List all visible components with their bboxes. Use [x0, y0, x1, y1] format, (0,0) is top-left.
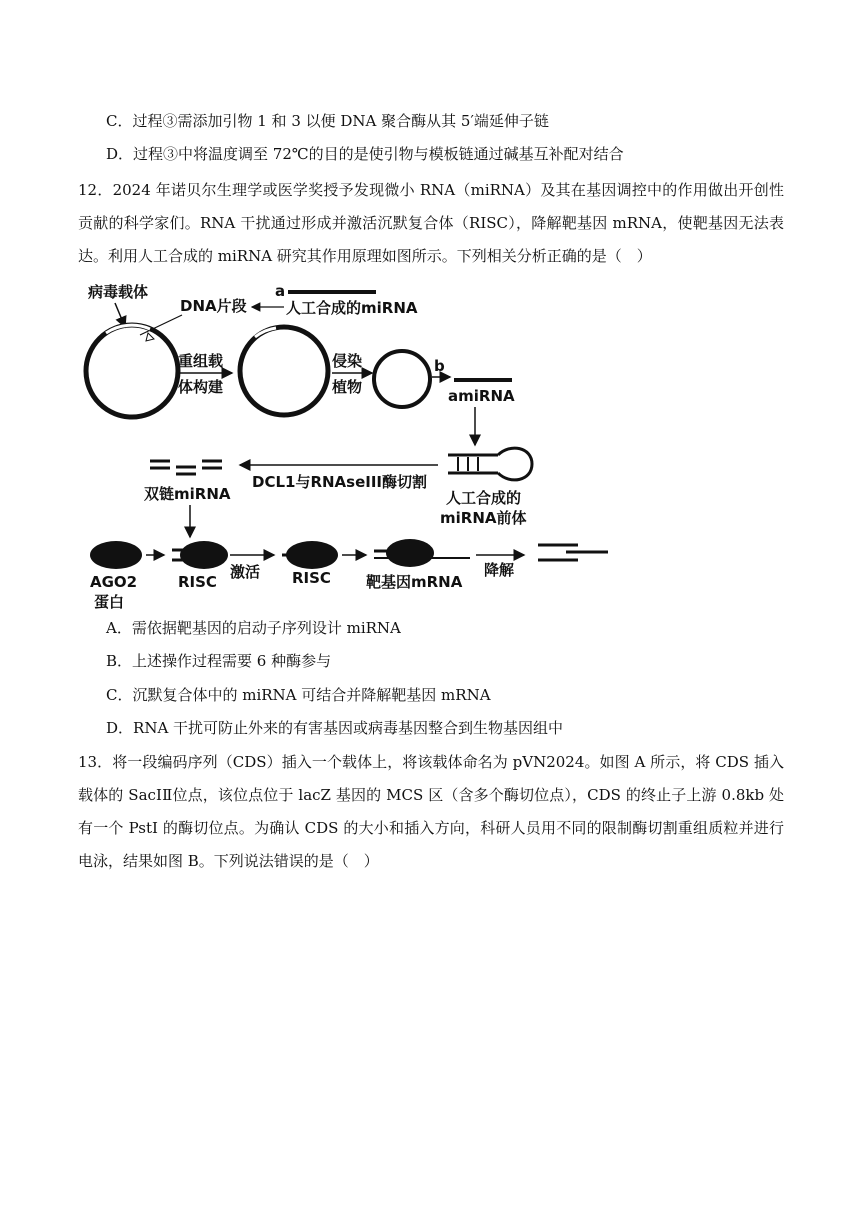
precursor-label-2: miRNA前体 [440, 509, 527, 527]
q12-option-d: D．RNA 干扰可防止外来的有害基因或病毒基因整合到生物基因组中 [106, 719, 564, 737]
q13-stem: 13．将一段编码序列（CDS）插入一个载体上，将该载体命名为 pVN2024。如图 A 所示，将 CDS 插入载体的 SacⅠⅡ位点，该位点位于 lacZ 基因的 MCS 区（含多个酶切位点），CDS 的终止子上游 0.8kb 处有一个 PstI 的酶切位点。为确认 CDS 的大小和插入方向，科研人员用不同的限制酶切割重组质粒并进行电泳，结果如图 B。下列说法错误的是（ ） [78, 753, 784, 870]
q11-option-c: C．过程③需添加引物 1 和 3 以便 DNA 聚合酶从其 5′端延伸子链 [106, 112, 549, 130]
dcl1-label: DCL1与RNAseIII酶切割 [252, 473, 428, 491]
amirna-label: amiRNA [448, 387, 515, 405]
label-b: b [434, 357, 445, 375]
recombine-label-2: 体构建 [178, 378, 224, 396]
q12-stem: 12．2024 年诺贝尔生理学或医学奖授予发现微小 RNA（miRNA）及其在基因调控中的作用做出开创性贡献的科学家们。RNA 干扰通过形成并激活沉默复合体（RISC），降解靶基因 mRNA，使靶基因无法表达。利用人工合成的 miRNA 研究其作用原理如图所示。下列相关分析正确的是（ ） [78, 181, 784, 265]
risc-complex-2 [282, 541, 338, 569]
double-mirna-label: 双链miRNA [144, 485, 231, 503]
degraded-fragments [538, 545, 608, 560]
target-mrna-label: 靶基因mRNA [366, 573, 463, 591]
precursor-label-1: 人工合成的 [446, 489, 522, 507]
mirna-precursor-hairpin [448, 448, 532, 480]
degrade-label: 降解 [484, 561, 515, 579]
risc-label-2: RISC [292, 569, 331, 587]
virus-vector-label: 病毒载体 [88, 283, 149, 301]
cut-site-mark [146, 333, 154, 341]
infect-label-1: 侵染 [332, 352, 363, 370]
recombine-label-1: 重组载 [178, 352, 224, 370]
ago2-label-2: 蛋白 [94, 593, 125, 611]
double-strand-mirna [150, 461, 222, 474]
synthetic-mirna-label: 人工合成的miRNA [286, 299, 418, 317]
infect-label-2: 植物 [332, 378, 363, 396]
ago2-protein [90, 541, 142, 569]
risc-complex-1 [172, 541, 228, 569]
label-a: a [275, 282, 286, 300]
virus-vector-plasmid [86, 325, 178, 417]
plant-vector [374, 351, 430, 407]
risc-label-1: RISC [178, 573, 217, 591]
q12-option-c: C．沉默复合体中的 miRNA 可结合并降解靶基因 mRNA [106, 686, 491, 704]
ago2-label-1: AGO2 [90, 573, 138, 591]
q12-option-a: A．需依据靶基因的启动子序列设计 miRNA [106, 619, 401, 637]
q11-option-d: D．过程③中将温度调至 72℃的目的是使引物与模板链通过碱基互补配对结合 [106, 145, 624, 163]
risc-target-mrna [374, 539, 470, 567]
dna-fragment-label: DNA片段 [180, 297, 247, 315]
q12-option-b: B．上述操作过程需要 6 种酶参与 [106, 652, 332, 670]
rna-interference-diagram [70, 275, 630, 615]
activate-label: 激活 [230, 563, 261, 581]
recombinant-plasmid [240, 327, 328, 415]
